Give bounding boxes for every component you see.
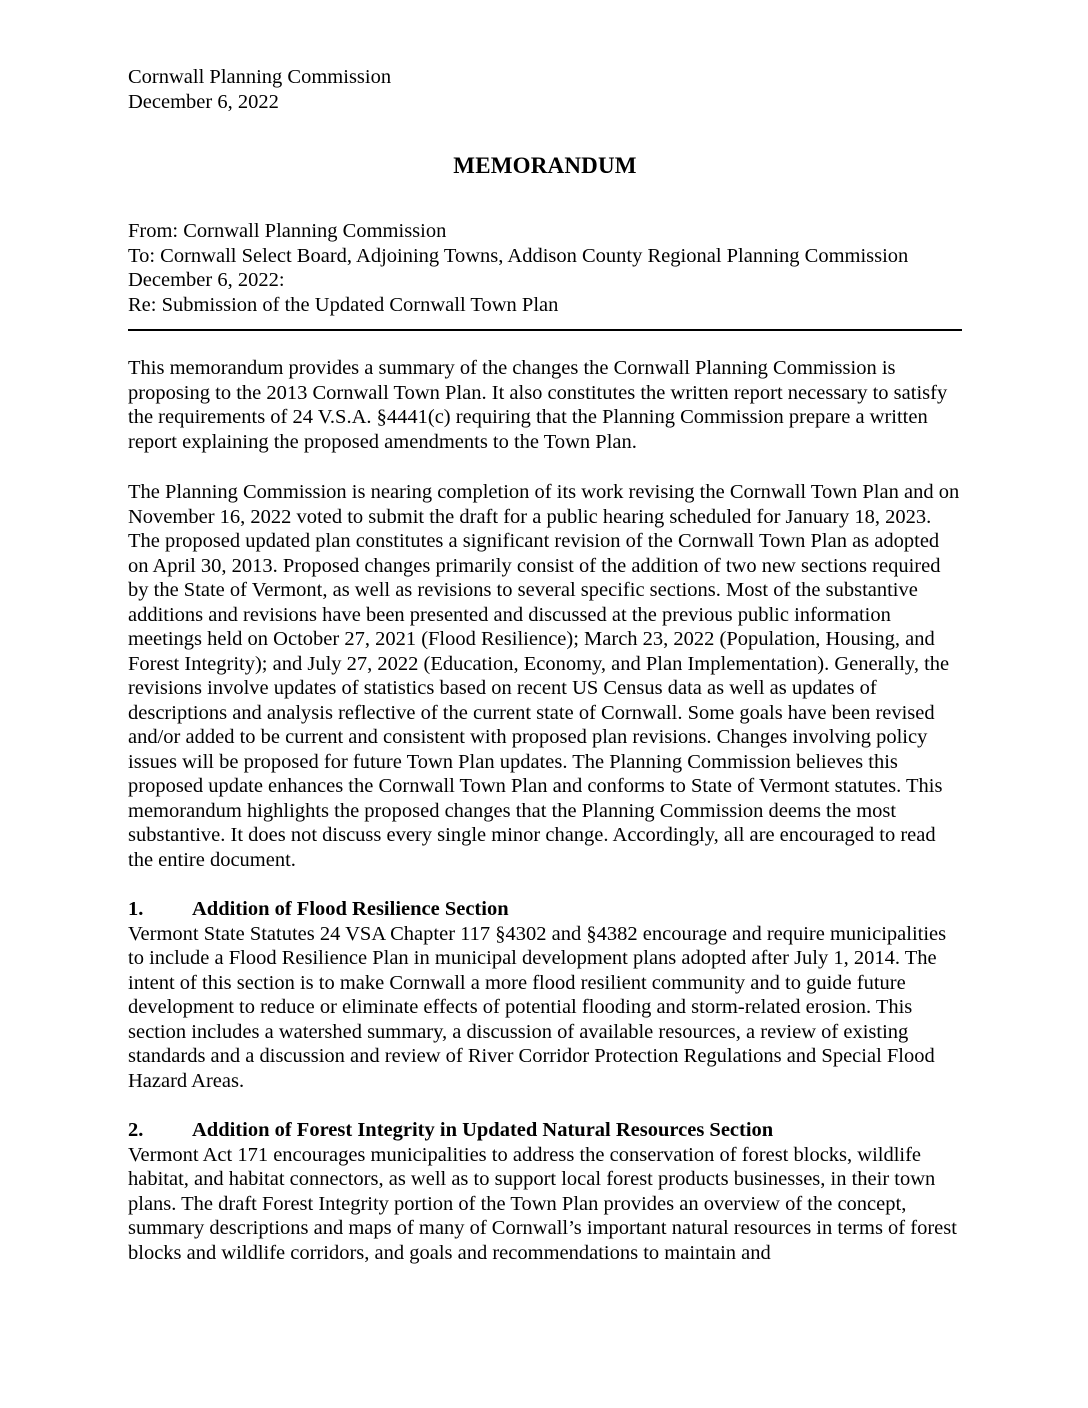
routing-block [128,219,962,317]
section-number: 2. [128,1119,144,1141]
re-line: Re: Submission of the Updated Cornwall Town Plan [128,293,559,316]
memo-header [128,65,962,114]
header-date: December 6, 2022 [128,90,279,113]
header-org: Cornwall Planning Commission [128,66,392,88]
memo-page [128,65,962,1265]
to-line: To: Cornwall Select Board, Adjoining Towns, Addison County Regional Planning Commission [128,244,909,267]
section-body-forest-integrity: Vermont Act 171 encourages municipalities to address the conservation of forest blocks, wildlife habitat, and habitat connectors, as well as to support local forest products businesses, in their town plans. The draft Forest Integrity portion of the Town Plan provides an overview of the concept, summary descriptions and maps of many of Cornwall’s important natural resources in terms of forest blocks and wildlife corridors, and goals and recommendations to maintain and [128,1143,957,1264]
from-line: From: Cornwall Planning Commission [128,220,447,242]
intro-paragraph: This memorandum provides a summary of the changes the Cornwall Planning Commission is proposing to the 2013 Cornwall Town Plan. It also constitutes the written report necessary to satisfy the requirements of 24 V.S.A. §4441(c) requiring that the Planning Commission prepare a written report explaining the proposed amendments to the Town Plan. [128,357,948,453]
section-number: 1. [128,898,144,920]
section-heading-forest-integrity [128,1118,962,1143]
section-title: Addition of Flood Resilience Section [192,898,509,920]
routing-date-line: December 6, 2022: [128,269,285,291]
section-heading-flood-resilience [128,897,962,922]
section-title: Addition of Forest Integrity in Updated Natural Resources Section [192,1119,774,1141]
memo-title: MEMORANDUM [453,153,637,178]
divider-rule [128,329,962,331]
section-body-flood-resilience: Vermont State Statutes 24 VSA Chapter 117 §4302 and §4382 encourage and require municipalities to include a Flood Resilience Plan in municipal development plans adopted after July 1, 2014. The intent of this section is to make Cornwall a more flood resilient community and to guide future development to reduce or eliminate effects of potential flooding and storm-related erosion. This section includes a watershed summary, a discussion of available resources, a review of existing standards and a discussion and review of River Corridor Protection Regulations and Special Flood Hazard Areas. [128,922,947,1092]
overview-paragraph: The Planning Commission is nearing completion of its work revising the Cornwall Town Plan and on November 16, 2022 voted to submit the draft for a public hearing scheduled for January 18, 2023. The proposed updated plan constitutes a significant revision of the Cornwall Town Plan as adopted on April 30, 2013. Proposed changes primarily consist of the addition of two new sections required by the State of Vermont, as well as revisions to several specific sections. Most of the substantive additions and revisions have been presented and discussed at the previous public information meetings held on October 27, 2021 (Flood Resilience); March 23, 2022 (Population, Housing, and Forest Integrity); and July 27, 2022 (Education, Economy, and Plan Implementation). Generally, the revisions involve updates of statistics based on recent US Census data as well as updates of descriptions and analysis reflective of the current state of Cornwall. Some goals have been revised and/or added to be current and consistent with proposed plan revisions. Changes involving policy issues will be proposed for future Town Plan updates. The Planning Commission believes this proposed update enhances the Cornwall Town Plan and conforms to State of Vermont statutes. This memorandum highlights the proposed changes that the Planning Commission deems the most substantive. It does not discuss every single minor change. Accordingly, all are encouraged to read the entire document. [128,481,960,871]
